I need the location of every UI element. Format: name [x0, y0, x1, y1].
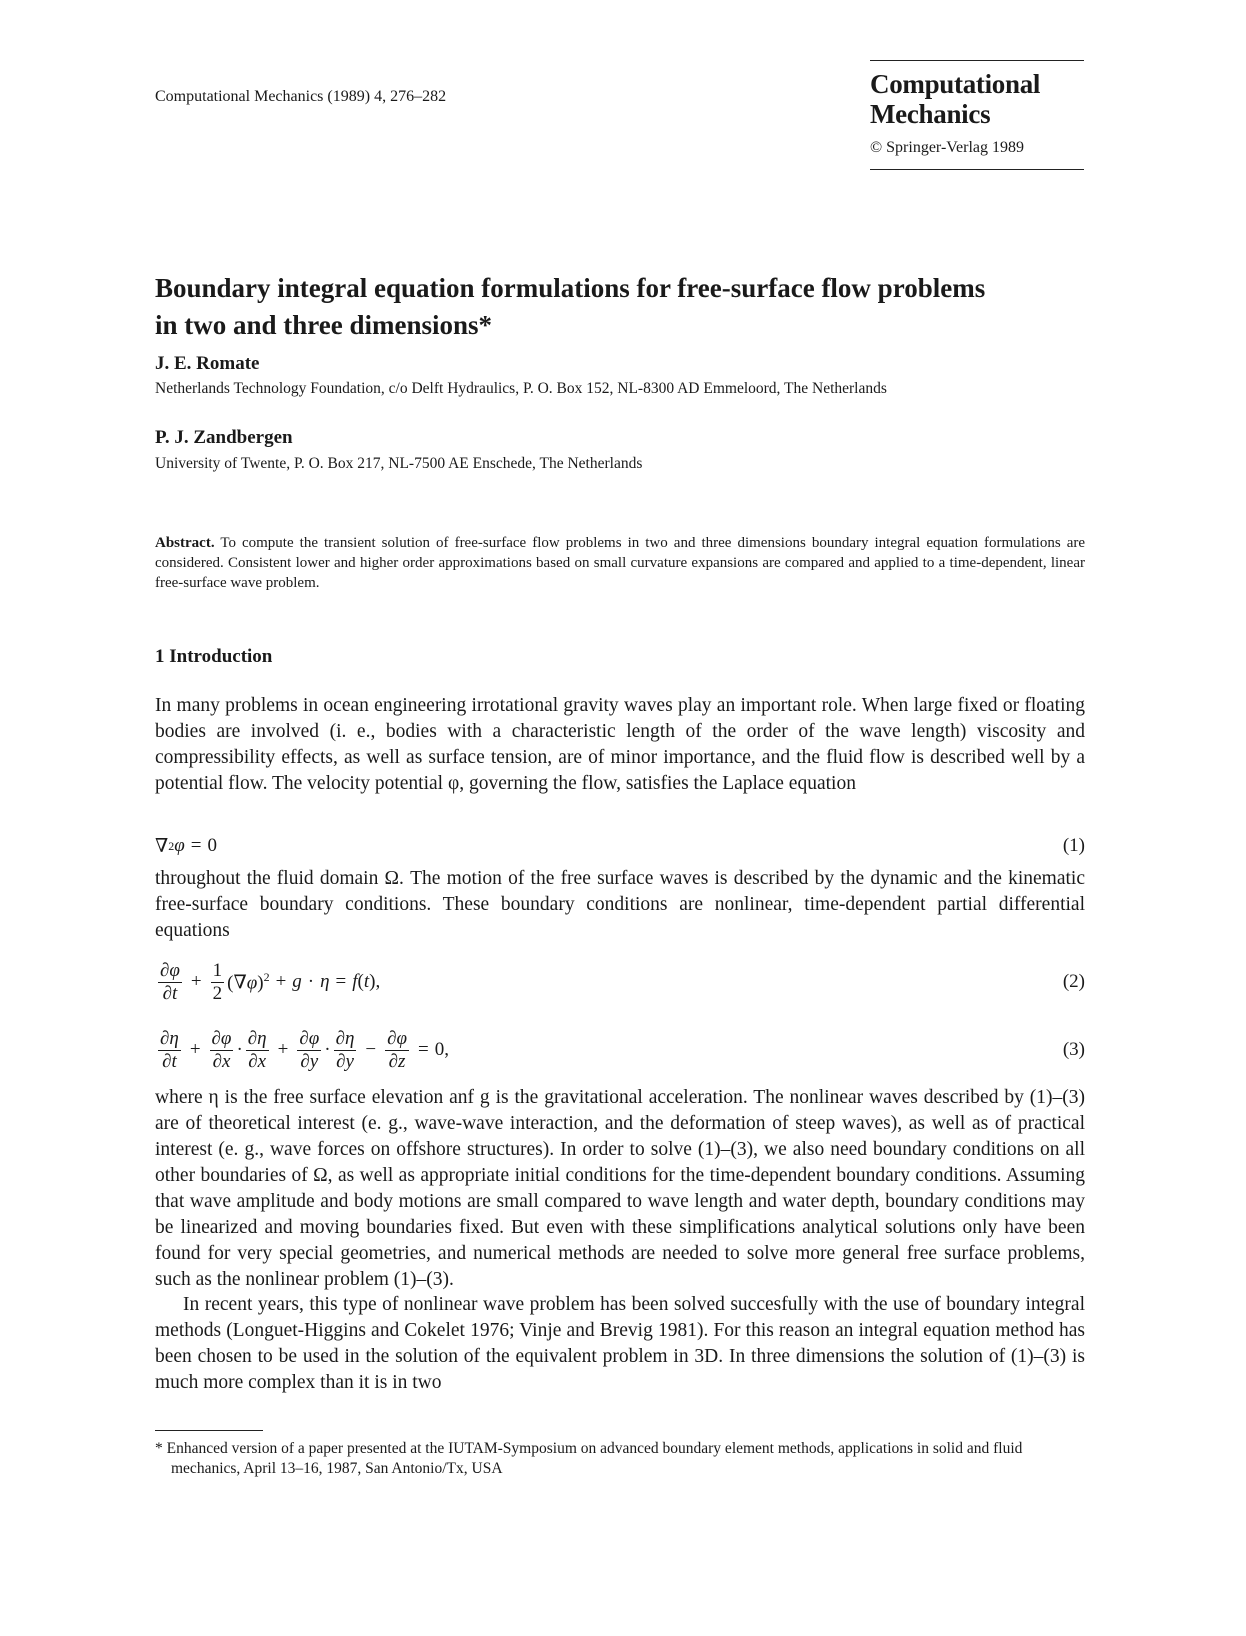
equation-body: $\frac{\partial\eta}{\partial t}$ + $\frac{\partial\varphi}{\partial x}$ · $\frac{\partial\eta}{\partial x}$ + $\frac{\partial\varphi}{\partial y}$ · $\frac{\partial\eta}{\partial y}$ − $\frac{\partial\varphi}{\partial z}$ = 0,	[160, 1027, 449, 1072]
section-heading: 1 Introduction	[155, 646, 273, 667]
equation-2	[155, 955, 1085, 1009]
journal-brand	[870, 60, 1084, 170]
author-name: J. E. Romate	[155, 353, 260, 374]
equation-body: $\frac{\partial\varphi}{\partial t}$ + $\frac{1}{2}$ $(\nabla\varphi)^2$ + g · η = f (t),	[160, 959, 381, 1004]
article-title-line1: Boundary integral equation formulations for free-surface flow problems	[155, 273, 986, 303]
journal-title-line1: Computational	[870, 69, 1041, 99]
equation-1	[155, 826, 1085, 866]
author-affiliation: Netherlands Technology Foundation, c/o Delft Hydraulics, P. O. Box 152, NL-8300 AD Emmeloord, The Netherlands	[155, 380, 887, 397]
equation-number: (3)	[1062, 1039, 1085, 1060]
abstract-text: To compute the transient solution of free-surface flow problems in two and three dimensions boundary integral equation formulations are considered. Consistent lower and higher order approximations based on small curvature expansions are compared and applied to a time-dependent, linear free-surface wave problem.	[155, 535, 1086, 591]
abstract-label: Abstract.	[155, 535, 215, 551]
brand-top-rule	[870, 60, 1084, 61]
journal-title	[870, 69, 1084, 129]
body-paragraph: throughout the fluid domain Ω. The motion of the free surface waves is described by the dynamic and the kinematic free-surface boundary conditions. These boundary conditions are nonlinear, time-dependent partial differential equations	[155, 868, 1085, 941]
article-title	[155, 270, 1095, 344]
equation-number: (2)	[1062, 971, 1085, 992]
brand-bottom-rule	[870, 169, 1084, 170]
body-paragraph: where η is the free surface elevation anf g is the gravitational acceleration. The nonlinear waves described by (1)–(3) are of theoretical interest (e. g., wave-wave interaction, and the deformation of steep waves), as well as of practical interest (e. g., wave forces on offshore structures). In order to solve (1)–(3), we also need boundary conditions on all other boundaries of Ω, as well as appropriate initial conditions for the time-dependent boundary conditions. Assuming that wave amplitude and body motions are small compared to wave length and water depth, boundary conditions may be linearized and moving boundaries fixed. But even with these simplifications analytical solutions only have been found for very special geometries, and numerical methods are needed to solve more general free surface problems, such as the nonlinear problem (1)–(3).	[155, 1087, 1085, 1290]
article-title-line2: in two and three dimensions*	[155, 310, 493, 340]
copyright-notice: © Springer-Verlag 1989	[870, 139, 1025, 156]
equation-body: ∇ 2 φ = 0	[155, 835, 218, 857]
footnote-rule	[155, 1430, 263, 1431]
footnote: * Enhanced version of a paper presented at the IUTAM-Symposium on advanced boundary element methods, applications in solid and fluid mechanics, April 13–16, 1987, San Antonio/Tx, USA	[155, 1440, 1023, 1477]
body-paragraph: In recent years, this type of nonlinear wave problem has been solved succesfully with the use of boundary integral methods (Longuet-Higgins and Cokelet 1976; Vinje and Brevig 1981). For this reason an integral equation method has been chosen to be used in the solution of the equivalent problem in 3D. In three dimensions the solution of (1)–(3) is much more complex than it is in two	[155, 1294, 1085, 1393]
journal-reference: Computational Mechanics (1989) 4, 276–282	[155, 88, 447, 105]
abstract	[155, 533, 1085, 593]
equation-3	[155, 1023, 1085, 1077]
equation-number: (1)	[1062, 835, 1085, 856]
journal-title-line2: Mechanics	[870, 99, 991, 129]
author-name: P. J. Zandbergen	[155, 427, 293, 448]
author-affiliation: University of Twente, P. O. Box 217, NL-7500 AE Enschede, The Netherlands	[155, 455, 643, 472]
body-paragraph: In many problems in ocean engineering irrotational gravity waves play an important role. When large fixed or floating bodies are involved (i. e., bodies with a characteristic length of the order of the wave length) viscosity and compressibility effects, as well as surface tension, are of minor importance, and the fluid flow is described well by a potential flow. The velocity potential φ, governing the flow, satisfies the Laplace equation	[155, 695, 1085, 794]
